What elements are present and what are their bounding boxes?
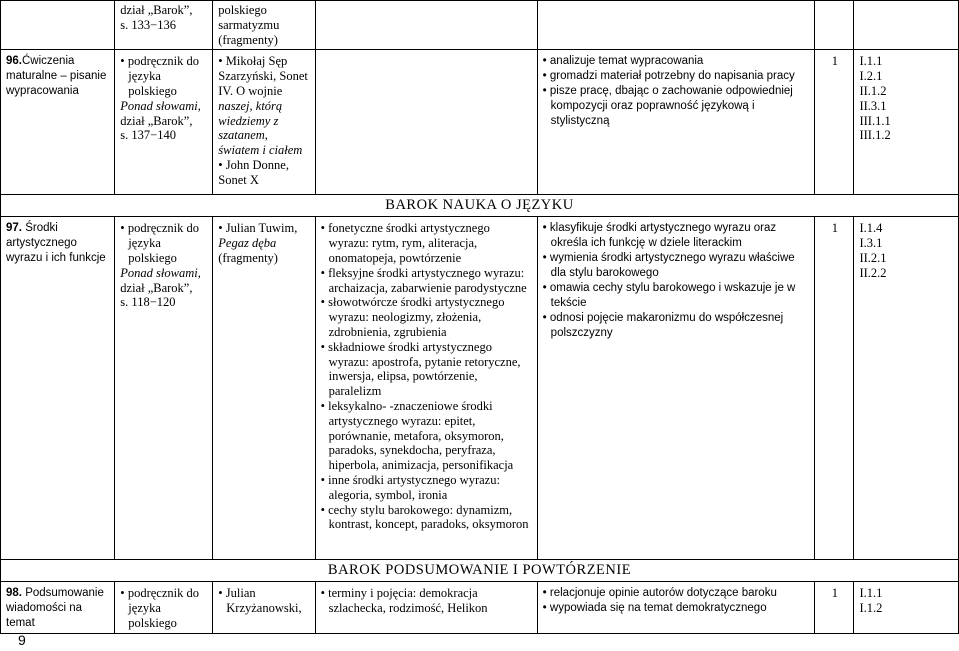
cell-materials <box>115 50 213 195</box>
table-row-97 <box>1 217 959 560</box>
cell-texts <box>213 50 315 195</box>
content-item: • fleksyjne środki artystycznego wyrazu: archaizacja, zabarwienie parodystyczne <box>320 265 527 295</box>
section-header-row <box>1 195 959 217</box>
texts-line: sarmatyzmu <box>218 17 280 32</box>
text-note: (fragmenty) <box>218 250 278 265</box>
cell-goals <box>537 217 815 560</box>
code: II.1.2 <box>859 83 887 98</box>
section-header-row <box>1 560 959 582</box>
textbook-title: Ponad słowami, <box>120 265 201 280</box>
code: I.1.2 <box>859 601 883 616</box>
bullet-icon: • <box>120 221 125 236</box>
text-author: John Donne, Sonet X <box>218 157 289 187</box>
materials-line: s. 118−120 <box>120 295 176 310</box>
cell-materials <box>115 217 213 560</box>
bullet-icon: • <box>218 157 223 172</box>
cell-codes <box>854 1 959 50</box>
cell-topic <box>1 50 115 195</box>
content-item: • inne środki artystycznego wyrazu: alegoria, symbol, ironia <box>320 472 500 502</box>
cell-goals <box>537 582 815 634</box>
cell-texts <box>213 1 315 50</box>
materials-item: • podręcznik do języka polskiego <box>120 586 199 630</box>
goal-item: • pisze pracę, dbając o zachowanie odpowiedniej kompozycji oraz poprawność językową i stylistyczną <box>542 85 793 128</box>
cell-content <box>315 217 537 560</box>
table-row-95-continuation <box>1 1 959 50</box>
hours-value: 1 <box>831 54 838 69</box>
textbook-title: Ponad słowami, <box>120 98 201 113</box>
code: I.1.4 <box>859 221 883 236</box>
texts-line: (fragmenty) <box>218 32 278 47</box>
cell-codes <box>854 217 959 560</box>
cell-content <box>315 1 537 50</box>
goal-item: • omawia cechy stylu barokowego i wskazuje je w tekście <box>542 282 796 310</box>
bullet-icon: • <box>218 586 223 601</box>
materials-line: dział „Barok”, <box>120 3 193 17</box>
cell-codes <box>854 582 959 634</box>
text-author: Julian Tuwim, <box>225 221 298 236</box>
table-row-96 <box>1 50 959 195</box>
cell-texts <box>213 582 315 634</box>
cell-content <box>315 582 537 634</box>
section-title: BAROK PODSUMOWANIE I POWTÓRZENIE <box>1 560 959 582</box>
materials-line: s. 133−136 <box>120 17 176 32</box>
lesson-topic: Ćwiczenia maturalne – pisanie wypracowania <box>6 55 107 98</box>
code: I.3.1 <box>859 236 883 251</box>
materials-line: dział „Barok”, <box>120 113 193 128</box>
hours-value: 1 <box>831 221 838 236</box>
texts-line: polskiego <box>218 3 267 17</box>
lesson-number: 96. <box>6 55 22 68</box>
goal-item: • gromadzi materiał potrzebny do napisania pracy <box>542 70 795 83</box>
text-title: Pegaz dęba <box>218 236 277 251</box>
table-row-98 <box>1 582 959 634</box>
code: II.2.1 <box>859 250 887 265</box>
content-item: • leksykalno- -znaczeniowe środki artystycznego wyrazu: epitet, porównanie, metafora, oksymoron, paradoks, synekdocha, peryfraza, hiperbola, animizacja, personifikacja <box>320 398 514 473</box>
lesson-number: 98. <box>6 587 22 600</box>
code: I.1.1 <box>859 54 883 69</box>
content-item: • cechy stylu barokowego: dynamizm, kontrast, koncept, paradoks, oksymoron <box>320 502 529 532</box>
materials-line: dział „Barok”, <box>120 280 193 295</box>
text-title: naszej, którą wiedziemy z szatanem, światem i ciałem <box>218 98 303 158</box>
goal-item: • odnosi pojęcie makaronizmu do współczesnej polszczyzny <box>542 312 784 340</box>
materials-line: s. 137−140 <box>120 128 176 143</box>
lesson-topic: Podsumowanie wiadomości na temat <box>6 587 104 630</box>
goal-item: • analizuje temat wypracowania <box>542 55 704 68</box>
content-item: • terminy i pojęcia: demokracja szlachecka, rodzimość, Helikon <box>320 586 488 616</box>
code: III.1.1 <box>859 113 891 128</box>
texts-item: • Julian Krzyżanowski, <box>218 586 302 616</box>
cell-content <box>315 50 537 195</box>
goal-item: • klasyfikuje środki artystycznego wyrazu oraz określa ich funkcję w dziele literackim <box>542 222 777 250</box>
cell-goals <box>537 50 815 195</box>
code: II.3.1 <box>859 98 887 113</box>
code: II.2.2 <box>859 265 887 280</box>
content-item: • słowotwórcze środki artystycznego wyrazu: neologizmy, złożenia, zdrobnienia, zgrubienia <box>320 295 505 339</box>
cell-texts <box>213 217 315 560</box>
goal-item: • relacjonuje opinie autorów dotyczące baroku <box>542 587 777 600</box>
content-item: • fonetyczne środki artystycznego wyrazu: rytm, rym, aliteracja, onomatopeja, powtórzenie <box>320 221 490 265</box>
materials-item: • podręcznik do języka polskiego <box>120 54 199 98</box>
page-number: 9 <box>18 632 26 648</box>
lesson-number: 97. <box>6 222 22 235</box>
cell-codes <box>854 50 959 195</box>
hours-value: 1 <box>831 586 838 601</box>
goal-item: • wymienia środki artystycznego wyrazu właściwe dla stylu barokowego <box>542 252 795 280</box>
cell-materials <box>115 1 213 50</box>
section-title: BAROK NAUKA O JĘZYKU <box>1 195 959 217</box>
text-author: Mikołaj Sęp Szarzyński, Sonet IV. O wojnie <box>218 54 308 98</box>
goal-item: • wypowiada się na temat demokratycznego <box>542 602 767 615</box>
cell-materials <box>115 582 213 634</box>
bullet-icon: • <box>120 586 125 601</box>
bullet-icon: • <box>218 54 223 69</box>
cell-topic <box>1 217 115 560</box>
content-item: • składniowe środki artystycznego wyrazu: apostrofa, pytanie retoryczne, inwersja, elipsa, powtórzenie, paralelizm <box>320 339 521 399</box>
cell-topic <box>1 1 115 50</box>
code: I.2.1 <box>859 69 883 84</box>
materials-item: • podręcznik do języka polskiego <box>120 221 199 265</box>
bullet-icon: • <box>120 54 125 69</box>
cell-hours <box>815 582 854 634</box>
cell-hours <box>815 50 854 195</box>
bullet-icon: • <box>218 221 223 236</box>
cell-topic <box>1 582 115 634</box>
code: I.1.1 <box>859 586 883 601</box>
cell-hours <box>815 217 854 560</box>
cell-goals <box>537 1 815 50</box>
code: III.1.2 <box>859 128 891 143</box>
cell-hours <box>815 1 854 50</box>
lesson-topic: Środki artystycznego wyrazu i ich funkcje <box>6 222 106 265</box>
